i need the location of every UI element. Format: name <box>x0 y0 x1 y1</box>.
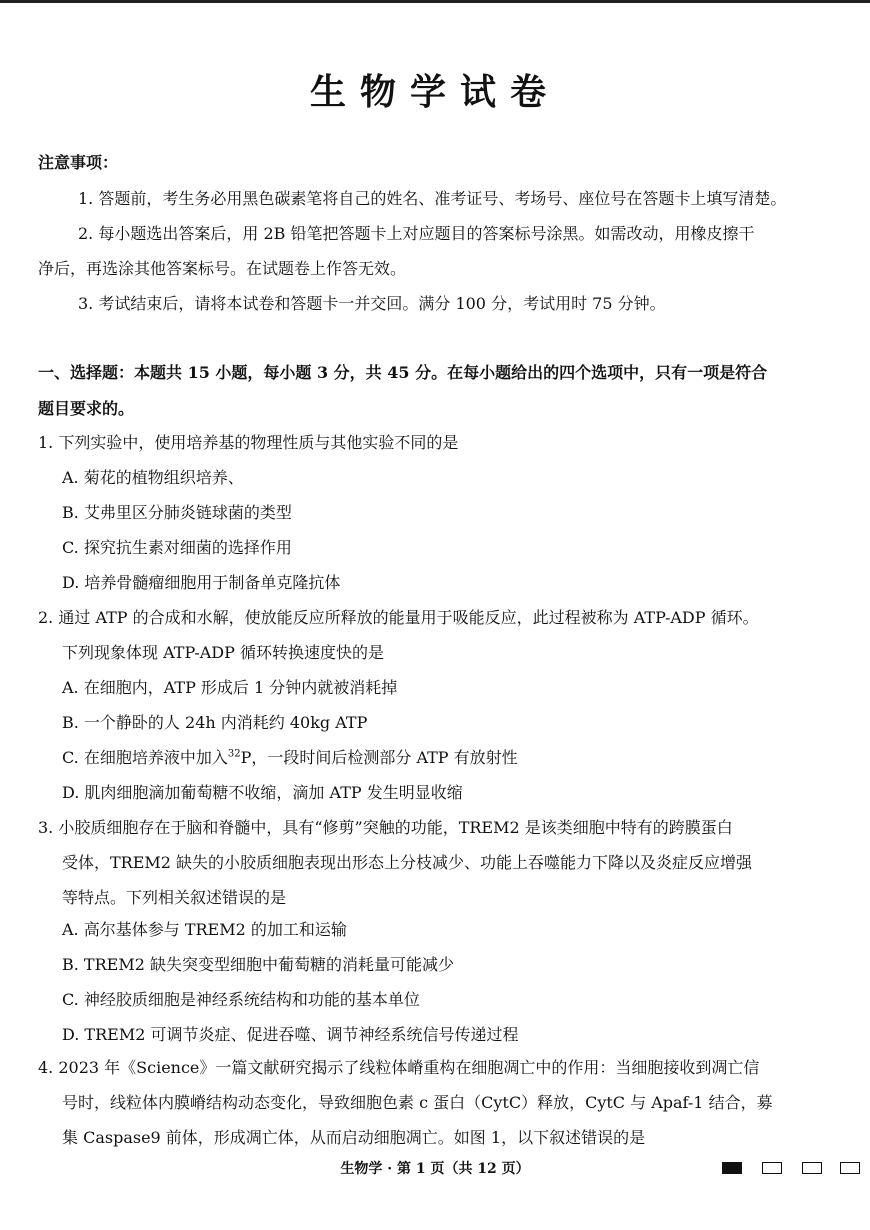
page-indicator-empty-icon <box>762 1162 782 1174</box>
q3-option-b: B. TREM2 缺失突变型细胞中葡萄糖的消耗量可能减少 <box>62 955 454 974</box>
q3-option-d: D. TREM2 可调节炎症、促进吞噬、调节神经系统信号传递过程 <box>62 1025 519 1044</box>
q3-stem-cont-1: 受体，TREM2 缺失的小胶质细胞表现出形态上分枝减少、功能上吞噬能力下降以及炎症反应增强 <box>62 853 753 872</box>
page-indicator-empty-icon <box>802 1162 822 1174</box>
q4-stem-cont-1: 号时，线粒体内膜嵴结构动态变化，导致细胞色素 c 蛋白（CytC）释放，CytC 与 Apaf-1 结合，募 <box>62 1093 773 1112</box>
q3-option-c: C. 神经胶质细胞是神经系统结构和功能的基本单位 <box>62 990 420 1009</box>
q1-option-a: A. 菊花的植物组织培养、 <box>62 468 244 487</box>
q3-option-a: A. 高尔基体参与 TREM2 的加工和运输 <box>62 920 347 939</box>
q2-stem-cont: 下列现象体现 ATP-ADP 循环转换速度快的是 <box>62 643 384 662</box>
top-rule <box>0 0 870 3</box>
notice-item-2-cont: 净后，再选涂其他答案标号。在试题卷上作答无效。 <box>38 259 407 278</box>
notice-item-1: 1. 答题前，考生务必用黑色碳素笔将自己的姓名、准考证号、考场号、座位号在答题卡上填写清楚。 <box>78 189 787 208</box>
notice-item-2: 2. 每小题选出答案后，用 2B 铅笔把答题卡上对应题目的答案标号涂黑。如需改动，用橡皮擦干 <box>78 224 755 243</box>
q2-option-c-superscript: 32 <box>227 748 241 760</box>
notice-heading: 注意事项： <box>38 153 119 172</box>
q2-option-c-text: C. 在细胞培养液中加入 <box>62 748 228 767</box>
q1-option-d: D. 培养骨髓瘤细胞用于制备单克隆抗体 <box>62 573 341 592</box>
page-title: 生物学试卷 <box>309 71 560 113</box>
notice-item-3: 3. 考试结束后，请将本试卷和答题卡一并交回。满分 100 分，考试用时 75 分钟。 <box>78 294 666 313</box>
q1-option-c: C. 探究抗生素对细菌的选择作用 <box>62 538 292 557</box>
q4-stem-cont-2: 集 Caspase9 前体，形成凋亡体，从而启动细胞凋亡。如图 1，以下叙述错误的是 <box>62 1128 646 1147</box>
q3-stem-cont-2: 等特点。下列相关叙述错误的是 <box>62 888 287 907</box>
q2-option-c <box>62 745 518 768</box>
q2-option-d: D. 肌肉细胞滴加葡萄糖不收缩，滴加 ATP 发生明显收缩 <box>62 783 463 802</box>
section-heading-line2: 题目要求的。 <box>38 399 135 418</box>
page-indicator-filled-icon <box>722 1162 742 1174</box>
q2-option-a: A. 在细胞内，ATP 形成后 1 分钟内就被消耗掉 <box>62 678 398 697</box>
q1-stem: 1. 下列实验中，使用培养基的物理性质与其他实验不同的是 <box>38 433 459 452</box>
section-heading-line1: 一、选择题：本题共 15 小题，每小题 3 分，共 45 分。在每小题给出的四个选项中，只有一项是符合 <box>38 363 768 382</box>
q2-option-c-text-end: P，一段时间后检测部分 ATP 有放射性 <box>240 748 518 767</box>
q3-stem: 3. 小胶质细胞存在于脑和脊髓中，具有“修剪”突触的功能，TREM2 是该类细胞中特有的跨膜蛋白 <box>38 818 733 837</box>
q1-option-b: B. 艾弗里区分肺炎链球菌的类型 <box>62 503 292 522</box>
q2-option-b: B. 一个静卧的人 24h 内消耗约 40kg ATP <box>62 713 368 732</box>
q4-stem: 4. 2023 年《Science》一篇文献研究揭示了线粒体嵴重构在细胞凋亡中的作用：当细胞接收到凋亡信 <box>38 1058 760 1077</box>
page-indicator-empty-icon <box>840 1162 860 1174</box>
page-footer: 生物学 · 第 1 页（共 12 页） <box>340 1161 530 1177</box>
q2-stem: 2. 通过 ATP 的合成和水解，使放能反应所释放的能量用于吸能反应，此过程被称为 ATP-ADP 循环。 <box>38 608 759 627</box>
